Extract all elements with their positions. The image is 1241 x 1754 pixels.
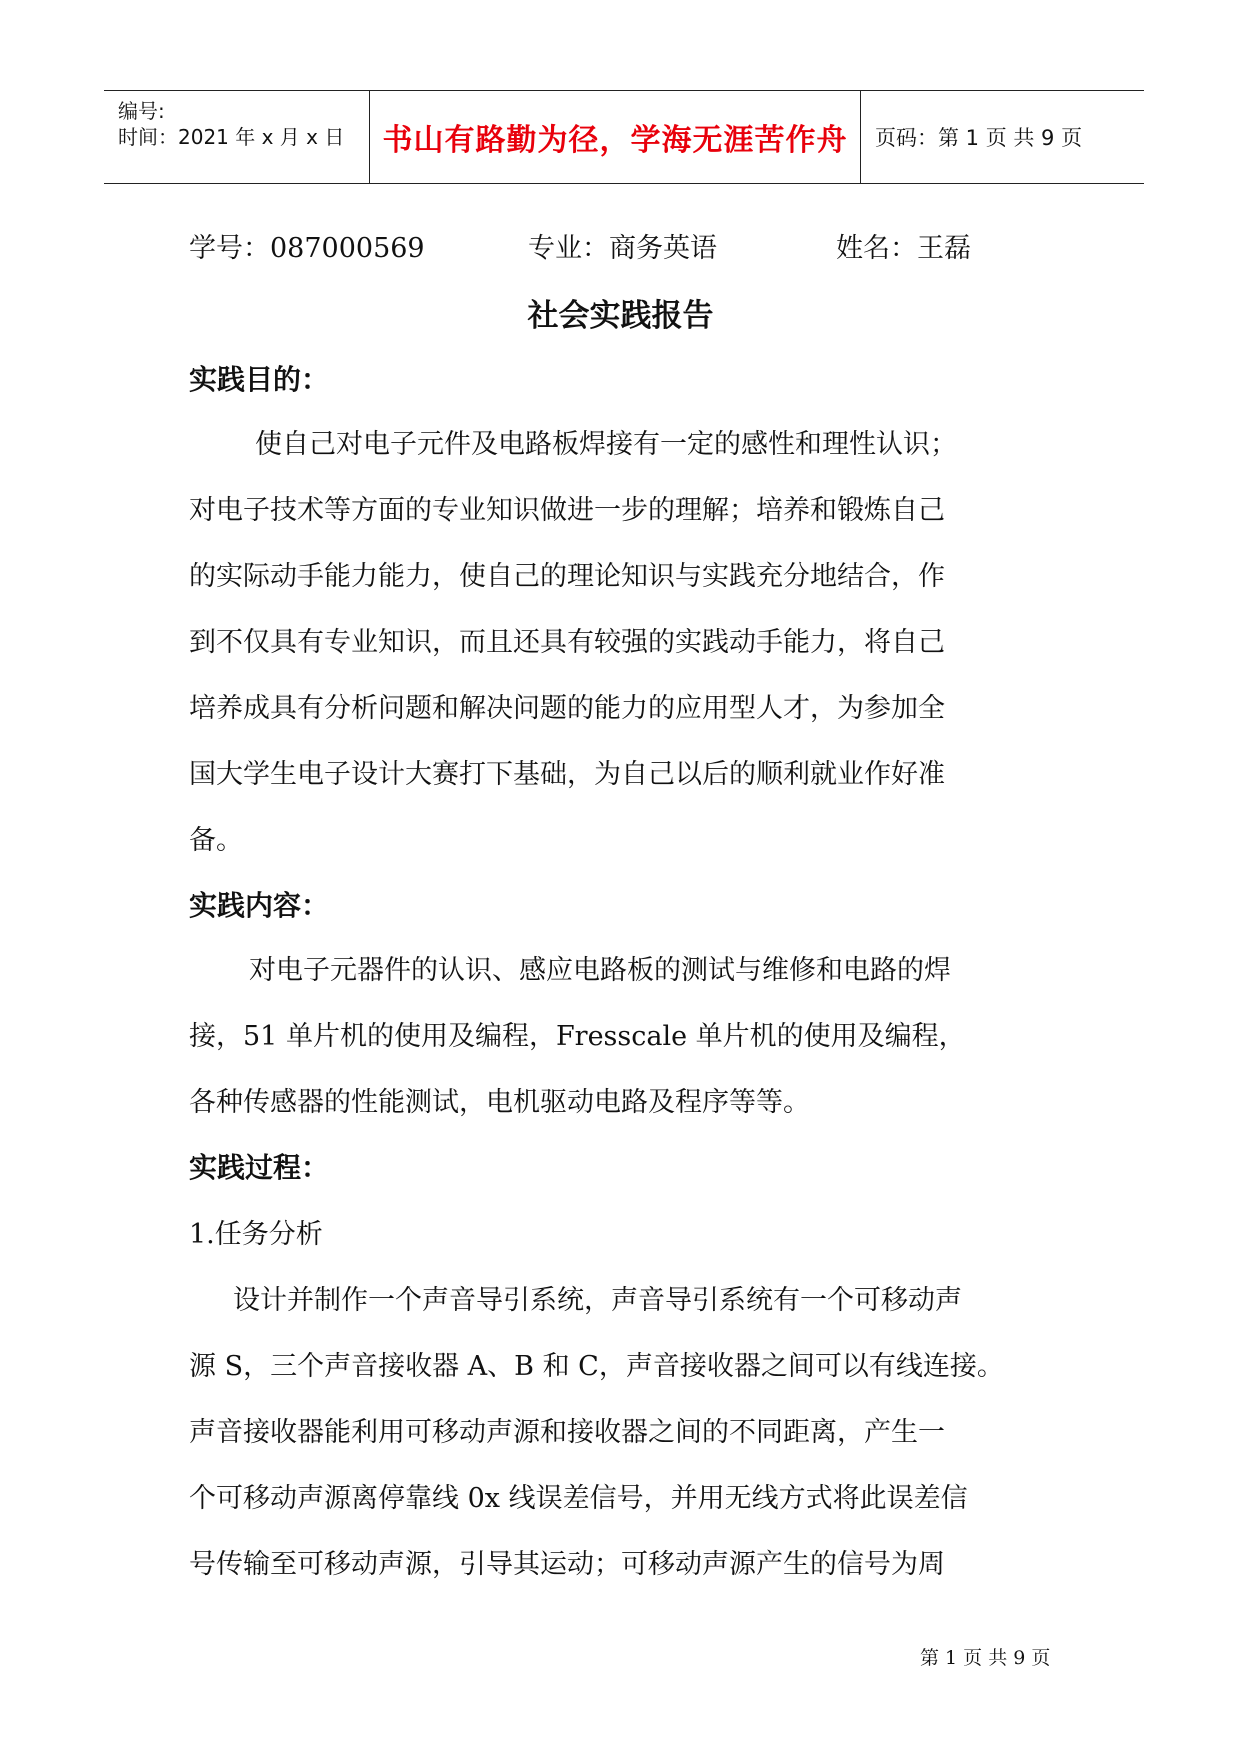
purpose-line: 对电子技术等方面的专业知识做进一步的理解；培养和锻炼自己 <box>189 495 945 526</box>
page-header <box>104 90 1144 184</box>
purpose-line: 国大学生电子设计大赛打下基础，为自己以后的顺利就业作好准 <box>189 759 945 790</box>
header-meta <box>104 91 370 183</box>
content-line: 接，51 单片机的使用及编程，Fresscale 单片机的使用及编程， <box>189 1021 966 1052</box>
page-footer: 第 1 页 共 9 页 <box>920 1647 1051 1669</box>
purpose-line: 使自己对电子元件及电路板焊接有一定的感性和理性认识； <box>255 429 957 460</box>
purpose-line: 备。 <box>189 825 243 856</box>
content-line: 对电子元器件的认识、感应电路板的测试与维修和电路的焊 <box>249 955 951 986</box>
student-info <box>189 226 971 265</box>
process-line: 设计并制作一个声音导引系统，声音导引系统有一个可移动声 <box>233 1285 962 1316</box>
header-page <box>861 91 1144 183</box>
purpose-line: 的实际动手能力能力，使自己的理论知识与实践充分地结合，作 <box>189 561 945 592</box>
process-heading: 实践过程： <box>189 1151 330 1184</box>
number-label: 编号: <box>118 99 165 123</box>
content-heading: 实践内容： <box>189 889 330 922</box>
student-major: 专业：商务英语 <box>528 233 717 264</box>
purpose-line: 培养成具有分析问题和解决问题的能力的应用型人才，为参加全 <box>189 693 945 724</box>
page-label: 页码：第 1 页 共 9 页 <box>875 126 1083 150</box>
header-motto <box>370 91 861 183</box>
purpose-line: 到不仅具有专业知识，而且还具有较强的实践动手能力，将自己 <box>189 627 945 658</box>
process-line: 源 S，三个声音接收器 A、B 和 C，声音接收器之间可以有线连接。 <box>189 1351 1004 1382</box>
purpose-heading: 实践目的： <box>189 363 330 396</box>
student-name: 姓名：王磊 <box>836 233 971 264</box>
student-id: 学号：087000569 <box>189 233 425 264</box>
time-label: 时间：2021 年 x 月 x 日 <box>118 125 345 149</box>
process-line: 声音接收器能利用可移动声源和接收器之间的不同距离，产生一 <box>189 1417 945 1448</box>
report-title: 社会实践报告 <box>527 298 714 334</box>
process-line: 个可移动声源离停靠线 0x 线误差信号，并用无线方式将此误差信 <box>189 1483 968 1514</box>
process-line: 号传输至可移动声源，引导其运动；可移动声源产生的信号为周 <box>189 1549 945 1580</box>
content-line: 各种传感器的性能测试，电机驱动电路及程序等等。 <box>189 1087 810 1118</box>
process-subheading: 1.任务分析 <box>189 1219 323 1250</box>
motto-text: 书山有路勤为径，学海无涯苦作舟 <box>382 123 848 158</box>
